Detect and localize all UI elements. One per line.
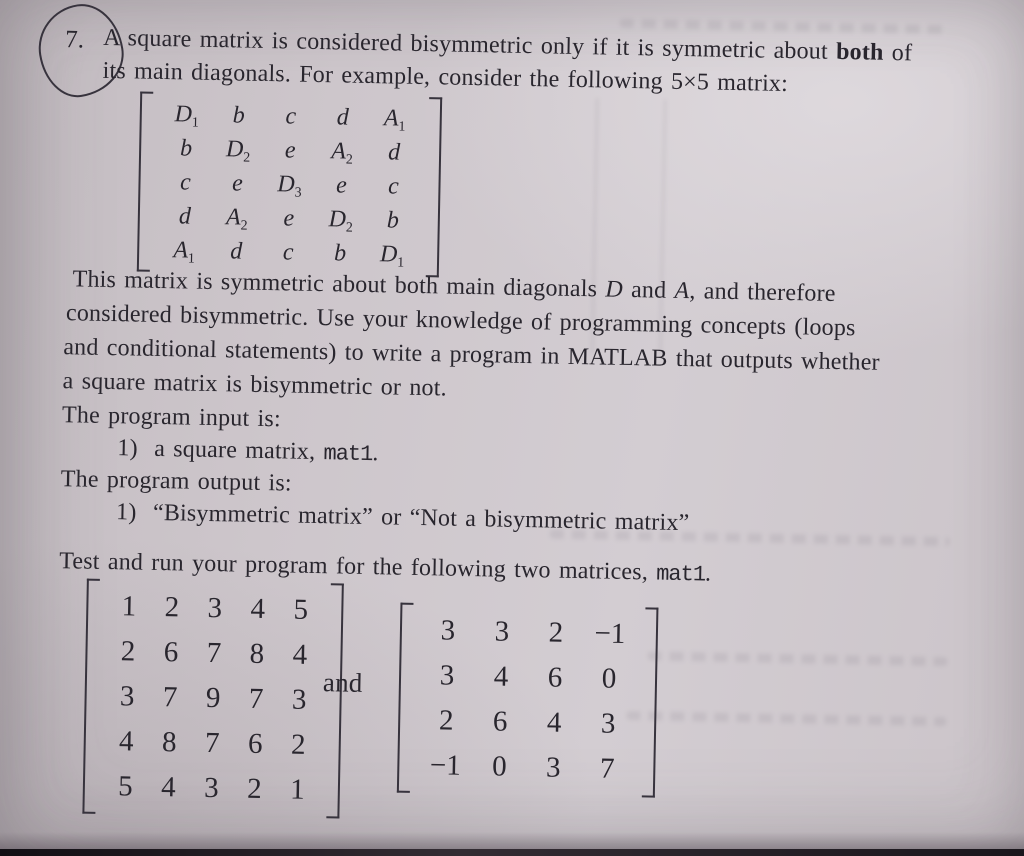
matrix-cell: b bbox=[232, 101, 246, 129]
matrix-cell: 0 bbox=[601, 662, 617, 695]
matrix-cell: 7 bbox=[599, 752, 615, 785]
matrix-cell: $D_1$ bbox=[379, 240, 405, 271]
matrix-cell: 7 bbox=[162, 681, 178, 714]
matrix-cell: c bbox=[285, 102, 297, 130]
matrix-cell: c bbox=[387, 172, 400, 200]
statement-bold-word: both bbox=[835, 38, 884, 66]
matrix-cell: −1 bbox=[594, 617, 626, 650]
matrix-cell: e bbox=[335, 171, 348, 199]
test-matrix-1-cells bbox=[95, 579, 330, 818]
example-matrix bbox=[137, 92, 442, 278]
matrix-cell: $A_1$ bbox=[173, 236, 196, 267]
matrix-cell: 2 bbox=[246, 772, 262, 806]
test-matrix-2-cells bbox=[410, 603, 646, 797]
explanation-text: This matrix is symmetric about both main diagonals bbox=[72, 266, 606, 303]
matrix-cell: 3 bbox=[440, 614, 456, 647]
matrix-cell: 2 bbox=[120, 635, 136, 668]
matrix-cell: 2 bbox=[164, 591, 180, 624]
matrix-cell: $A_2$ bbox=[225, 203, 248, 234]
matrix-cell: 3 bbox=[600, 707, 616, 740]
matrix-cell: 4 bbox=[493, 660, 509, 693]
problem-number: 7. bbox=[64, 26, 85, 54]
matrix-cell: b bbox=[179, 134, 193, 162]
matrix-cell: d bbox=[387, 138, 401, 166]
matrix-cell: $A_2$ bbox=[331, 137, 353, 168]
explanation-text: , and therefore bbox=[689, 278, 836, 307]
explanation-line-4: a square matrix is bisymmetric or not. bbox=[62, 368, 448, 402]
matrix-cell: b bbox=[333, 239, 347, 267]
matrix-cell: $D_1$ bbox=[174, 100, 199, 131]
matrix-bracket-right bbox=[642, 607, 659, 797]
matrix-cell: d bbox=[229, 237, 243, 265]
matrix-cell: 3 bbox=[207, 591, 223, 625]
statement-text: of bbox=[883, 39, 913, 67]
program-output-label: The program output is: bbox=[60, 466, 293, 497]
item-number: 1) bbox=[117, 435, 139, 462]
photo-bottom-edge bbox=[0, 849, 1024, 856]
program-output-item bbox=[116, 499, 690, 537]
matrix-cell: $A_1$ bbox=[383, 104, 406, 135]
matrix-cell: c bbox=[179, 168, 192, 196]
matlab-variable: mat1 bbox=[323, 441, 373, 468]
item-text: . bbox=[372, 440, 379, 467]
matrix-cell: 2 bbox=[438, 704, 454, 737]
matrix-cell: 3 bbox=[291, 683, 307, 716]
instruction-text: Test and run your program for the following two matrices, bbox=[58, 548, 657, 586]
matrix-cell: e bbox=[283, 204, 295, 232]
matrix-cell: 4 bbox=[250, 592, 266, 626]
and-connector: and bbox=[322, 667, 363, 698]
matrix-cell: 7 bbox=[248, 682, 264, 716]
bleed-through-artifact bbox=[647, 651, 947, 666]
matrix-cell: 4 bbox=[118, 725, 134, 758]
matrix-cell: 3 bbox=[203, 771, 219, 805]
matrix-cell: 4 bbox=[292, 638, 308, 671]
matrix-cell: c bbox=[282, 238, 294, 266]
diagonal-variable-d: D bbox=[605, 276, 624, 303]
matrix-cell: d bbox=[178, 202, 192, 230]
item-text: a square matrix, bbox=[153, 435, 324, 466]
matrix-cell: 2 bbox=[548, 616, 564, 649]
matrix-cell: 7 bbox=[206, 636, 222, 670]
matrix-cell: 7 bbox=[204, 726, 220, 760]
matrix-cell: 3 bbox=[494, 615, 510, 648]
matrix-cell: 6 bbox=[547, 661, 563, 694]
matrix-cell: $D_2$ bbox=[225, 135, 251, 166]
diagonal-variable-a: A bbox=[674, 277, 690, 305]
explanation-text: and bbox=[622, 276, 675, 304]
item-number: 1) bbox=[115, 499, 137, 526]
matrix-cell: 6 bbox=[163, 636, 179, 669]
matrix-cell: 4 bbox=[546, 706, 562, 739]
matrix-cell: e bbox=[231, 169, 244, 197]
matrix-cell: $D_2$ bbox=[328, 205, 353, 236]
matrix-cell: d bbox=[336, 103, 350, 131]
matrix-cell: 1 bbox=[121, 590, 137, 623]
matlab-variable: mat1 bbox=[655, 561, 706, 588]
matrix-cell: 8 bbox=[249, 637, 265, 671]
matrix-cell: 1 bbox=[289, 773, 305, 806]
matrix-cell: e bbox=[284, 136, 296, 164]
explanation-line-3: and conditional statements) to write a program in MATLAB that outputs whether bbox=[63, 334, 881, 376]
matrix-cell: 5 bbox=[293, 593, 309, 626]
matrix-cell: 2 bbox=[290, 728, 306, 761]
matrix-cell: 5 bbox=[117, 770, 133, 803]
matrix-cell: 6 bbox=[247, 727, 263, 761]
matrix-bracket-right bbox=[426, 97, 442, 277]
matrix-cell: $D_3$ bbox=[277, 170, 302, 201]
matrix-cell: 3 bbox=[119, 680, 135, 713]
statement-text: A square matrix is considered bisymmetric only if it is symmetric about bbox=[103, 24, 837, 65]
item-text: “Bisymmetric matrix” or “Not a bisymmetric matrix” bbox=[152, 499, 690, 537]
matrix-cell: b bbox=[386, 206, 400, 234]
matrix-cell: 9 bbox=[205, 681, 221, 715]
explanation-line-2: considered bisymmetric. Use your knowledge of programming concepts (loops bbox=[65, 300, 856, 342]
bleed-through-artifact bbox=[620, 19, 950, 34]
matrix-cell: 3 bbox=[439, 659, 455, 692]
bleed-through-artifact bbox=[626, 711, 946, 726]
matrix-cell: 4 bbox=[160, 771, 176, 804]
matrix-cell: 0 bbox=[491, 750, 507, 783]
test-matrix-2 bbox=[397, 603, 659, 798]
photo-edge-shadow bbox=[0, 832, 1024, 850]
instruction-text: . bbox=[704, 560, 712, 587]
program-input-label: The program input is: bbox=[61, 402, 282, 433]
matrix-cell: 6 bbox=[492, 705, 508, 738]
test-matrix-1 bbox=[82, 579, 343, 819]
example-matrix-cells bbox=[150, 92, 429, 277]
matrix-cell: 8 bbox=[161, 726, 177, 759]
program-input-item bbox=[117, 435, 379, 467]
problem-statement-line-2: its main diagonals. For example, consider the following 5×5 matrix: bbox=[102, 57, 789, 97]
matrix-cell: −1 bbox=[429, 749, 462, 782]
matrix-cell: 3 bbox=[545, 751, 561, 784]
